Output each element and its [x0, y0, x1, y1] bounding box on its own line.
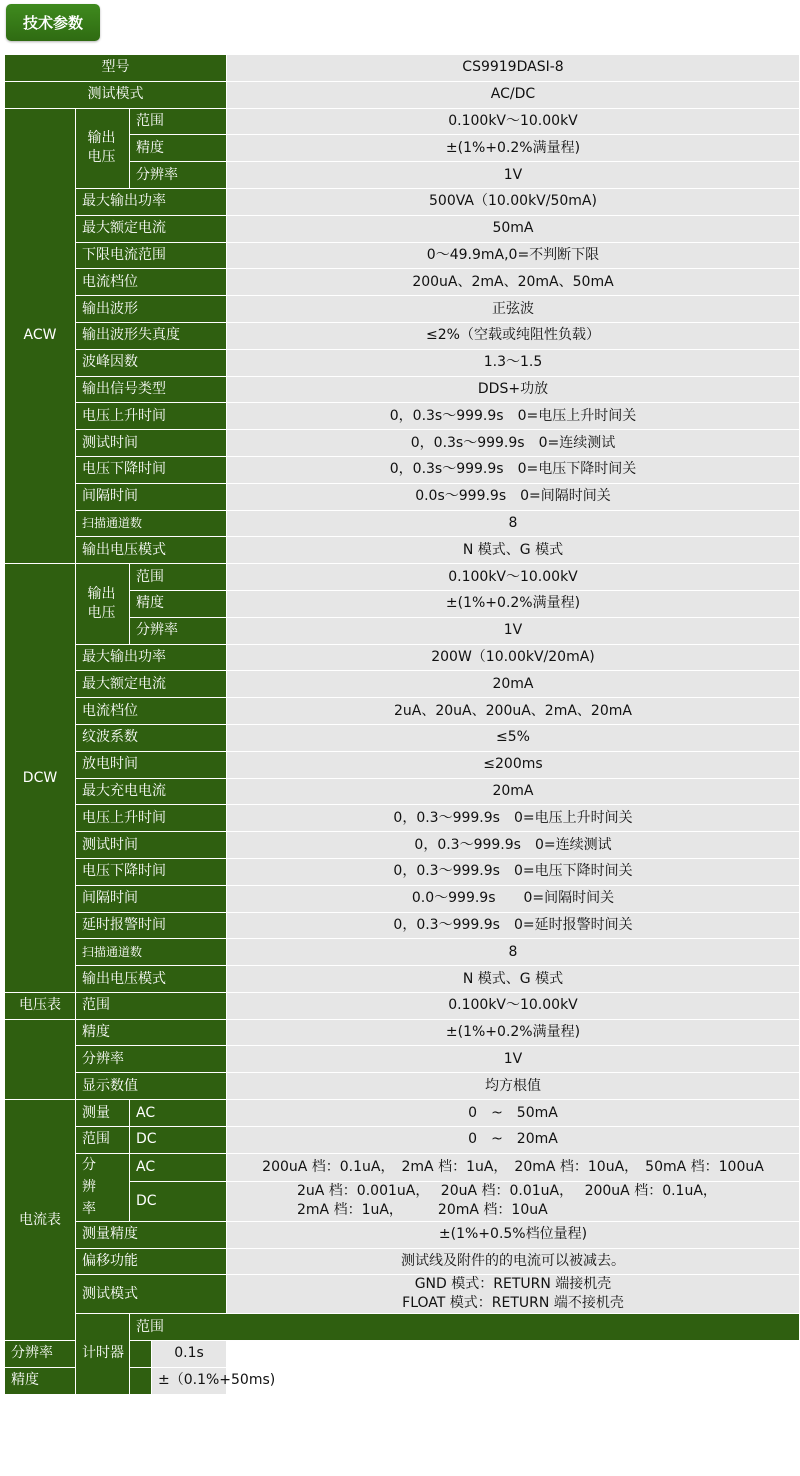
acw-row-value: 500VA（10.00kV/50mA) — [227, 188, 800, 215]
table-row — [5, 644, 800, 671]
acw-row-value: 50mA — [227, 215, 800, 242]
table-row — [5, 403, 800, 430]
table-row — [5, 322, 800, 349]
acw-accuracy-label: 精度 — [130, 135, 227, 162]
table-row — [5, 858, 800, 885]
voltmeter-row-value: ±(1%+0.2%满量程) — [227, 1019, 800, 1046]
table-row — [5, 885, 800, 912]
table-row — [5, 456, 800, 483]
table-row — [5, 912, 800, 939]
dcw-row-label: 放电时间 — [76, 751, 227, 778]
table-row — [5, 1073, 800, 1100]
dcw-row-value: 0，0.3～999.9s 0=电压下降时间关 — [227, 858, 800, 885]
table-row — [5, 81, 800, 108]
acw-resolution-value: 1V — [227, 162, 800, 189]
dcw-resolution-label: 分辨率 — [130, 617, 227, 644]
acw-row-label: 间隔时间 — [76, 483, 227, 510]
acw-row-value: 0，0.3s～999.9s 0=连续测试 — [227, 430, 800, 457]
acw-output-voltage-label: 输出电压 — [76, 108, 130, 188]
acw-row-value: 1.3～1.5 — [227, 349, 800, 376]
acw-row-value: 200uA、2mA、20mA、50mA — [227, 269, 800, 296]
voltmeter-section-label: 电压表 — [5, 992, 76, 1019]
dcw-section-label: DCW — [5, 564, 76, 993]
table-row — [5, 1248, 800, 1275]
voltmeter-row-label: 精度 — [76, 1019, 227, 1046]
table-row — [5, 1100, 800, 1127]
table-row — [5, 188, 800, 215]
table-row — [5, 1153, 800, 1181]
dcw-row-value: 0，0.3～999.9s 0=连续测试 — [227, 832, 800, 859]
timer-section-label: 计时器 — [76, 1314, 130, 1394]
timer-row-label: 精度 — [5, 1367, 152, 1394]
dcw-row-value: 2uA、20uA、200uA、2mA、20mA — [227, 698, 800, 725]
table-row — [5, 430, 800, 457]
acw-row-label: 波峰因数 — [76, 349, 227, 376]
dcw-row-value: 20mA — [227, 778, 800, 805]
dcw-row-value: 0，0.3～999.9s 0=延时报警时间关 — [227, 912, 800, 939]
acw-row-label: 最大输出功率 — [76, 188, 227, 215]
dcw-row-label: 电压上升时间 — [76, 805, 227, 832]
dcw-row-value: 200W（10.00kV/20mA) — [227, 644, 800, 671]
ammeter-accuracy-label: 测量精度 — [76, 1221, 227, 1248]
acw-accuracy-value: ±(1%+0.2%满量程) — [227, 135, 800, 162]
dcw-row-label: 间隔时间 — [76, 885, 227, 912]
timer-row-label: 分辨率 — [5, 1341, 152, 1368]
dcw-row-value: N 模式、G 模式 — [227, 966, 800, 993]
acw-row-label: 最大额定电流 — [76, 215, 227, 242]
timer-row-label: 范围 — [130, 1314, 800, 1341]
acw-resolution-label: 分辨率 — [130, 162, 227, 189]
dcw-row-label: 扫描通道数 — [76, 939, 227, 966]
acw-row-value: N 模式、G 模式 — [227, 537, 800, 564]
acw-row-label: 电压上升时间 — [76, 403, 227, 430]
table-row — [5, 698, 800, 725]
table-row — [5, 510, 800, 537]
table-row — [5, 724, 800, 751]
ammeter-resolution-label: 分 辨 率 — [76, 1153, 130, 1221]
dcw-accuracy-value: ±(1%+0.2%满量程) — [227, 590, 800, 617]
table-row — [5, 242, 800, 269]
table-row — [5, 805, 800, 832]
ammeter-section-label: 电流表 — [5, 1100, 76, 1341]
timer-row-value: ±（0.1%+50ms) — [152, 1367, 227, 1394]
ammeter-res-ac-label: AC — [130, 1153, 227, 1181]
acw-row-value: 0，0.3s～999.9s 0=电压上升时间关 — [227, 403, 800, 430]
table-row — [5, 1221, 800, 1248]
dcw-row-label: 输出电压模式 — [76, 966, 227, 993]
acw-row-label: 输出电压模式 — [76, 537, 227, 564]
dcw-range-value: 0.100kV～10.00kV — [227, 564, 800, 591]
ammeter-range-dc-value: 0 ~ 20mA — [227, 1126, 800, 1153]
table-row — [5, 55, 800, 82]
table-row — [5, 483, 800, 510]
ammeter-offset-label: 偏移功能 — [76, 1248, 227, 1275]
acw-section-label: ACW — [5, 108, 76, 564]
ammeter-range-label: 范围 — [76, 1126, 130, 1153]
ammeter-res-dc-line2: 2mA 档：1uA， 20mA 档：10uA — [297, 1202, 548, 1219]
table-row — [5, 1126, 800, 1153]
acw-range-label: 范围 — [130, 108, 227, 135]
table-row — [5, 215, 800, 242]
ammeter-range-ac-label: AC — [130, 1100, 227, 1127]
table-row — [5, 671, 800, 698]
dcw-row-value: 8 — [227, 939, 800, 966]
acw-row-value: 0～49.9mA,0=不判断下限 — [227, 242, 800, 269]
table-row — [5, 751, 800, 778]
voltmeter-row-label: 显示数值 — [76, 1073, 227, 1100]
dcw-row-label: 最大充电电流 — [76, 778, 227, 805]
voltmeter-row-value: 1V — [227, 1046, 800, 1073]
dcw-row-value: 0，0.3～999.9s 0=电压上升时间关 — [227, 805, 800, 832]
acw-row-value: 8 — [227, 510, 800, 537]
table-row — [5, 966, 800, 993]
ammeter-test-mode-line2: FLOAT 模式：RETURN 端不接机壳 — [402, 1295, 624, 1312]
model-label: 型号 — [5, 55, 227, 82]
voltmeter-range-label: 范围 — [76, 992, 227, 1019]
ammeter-res-ac-value: 200uA 档：0.1uA， 2mA 档：1uA， 20mA 档：10uA， 50mA 档：100uA — [227, 1153, 800, 1181]
acw-row-label: 下限电流范围 — [76, 242, 227, 269]
table-row — [5, 1019, 800, 1046]
acw-row-label: 扫描通道数 — [76, 510, 227, 537]
dcw-row-label: 电流档位 — [76, 698, 227, 725]
ammeter-test-mode-label: 测试模式 — [76, 1275, 227, 1314]
dcw-range-label: 范围 — [130, 564, 227, 591]
dcw-output-voltage-label: 输出电压 — [76, 564, 130, 644]
dcw-resolution-value: 1V — [227, 617, 800, 644]
ammeter-test-mode-line1: GND 模式：RETURN 端接机壳 — [414, 1276, 612, 1293]
acw-range-value: 0.100kV～10.00kV — [227, 108, 800, 135]
table-row — [5, 269, 800, 296]
dcw-row-label: 测试时间 — [76, 832, 227, 859]
table-row — [5, 376, 800, 403]
model-value: CS9919DASI-8 — [227, 55, 800, 82]
voltmeter-row-value: 均方根值 — [227, 1073, 800, 1100]
timer-row-value: 0.1s — [152, 1341, 227, 1368]
ammeter-res-dc-label: DC — [130, 1181, 227, 1221]
dcw-row-label: 纹波系数 — [76, 724, 227, 751]
acw-row-value: 0，0.3s～999.9s 0=电压下降时间关 — [227, 456, 800, 483]
ammeter-measure-label: 测量 — [76, 1100, 130, 1127]
acw-row-value: 正弦波 — [227, 296, 800, 323]
section-title-tab: 技术参数 — [6, 4, 100, 41]
voltmeter-row-label: 分辨率 — [76, 1046, 227, 1073]
ammeter-res-dc-value — [227, 1181, 800, 1221]
dcw-row-value: ≤5% — [227, 724, 800, 751]
acw-row-label: 输出信号类型 — [76, 376, 227, 403]
table-row — [5, 939, 800, 966]
dcw-row-label: 延时报警时间 — [76, 912, 227, 939]
dcw-row-value: 0.0～999.9s 0=间隔时间关 — [227, 885, 800, 912]
table-row — [5, 1314, 800, 1341]
test-mode-value: AC/DC — [227, 81, 800, 108]
dcw-row-label: 电压下降时间 — [76, 858, 227, 885]
table-row — [5, 349, 800, 376]
ammeter-offset-value: 测试线及附件的的电流可以被减去。 — [227, 1248, 800, 1275]
ammeter-accuracy-value: ±(1%+0.5%档位量程) — [227, 1221, 800, 1248]
table-row — [5, 1275, 800, 1314]
voltmeter-range-value: 0.100kV～10.00kV — [227, 992, 800, 1019]
table-row — [5, 992, 800, 1019]
acw-row-value: 0.0s～999.9s 0=间隔时间关 — [227, 483, 800, 510]
acw-row-value: DDS+功放 — [227, 376, 800, 403]
dcw-accuracy-label: 精度 — [130, 590, 227, 617]
dcw-row-value: 20mA — [227, 671, 800, 698]
acw-row-label: 输出波形 — [76, 296, 227, 323]
ammeter-range-dc-label: DC — [130, 1126, 227, 1153]
table-row — [5, 778, 800, 805]
acw-row-label: 输出波形失真度 — [76, 322, 227, 349]
acw-row-label: 测试时间 — [76, 430, 227, 457]
table-row — [5, 537, 800, 564]
ammeter-res-dc-line1: 2uA 档：0.001uA， 20uA 档：0.01uA， 200uA 档：0.1uA， — [297, 1183, 717, 1200]
acw-row-label: 电流档位 — [76, 269, 227, 296]
table-row — [5, 296, 800, 323]
table-row — [5, 1046, 800, 1073]
table-row — [5, 1367, 800, 1394]
spec-table — [4, 54, 800, 1395]
acw-row-value: ≤2%（空载或纯阻性负载） — [227, 322, 800, 349]
table-row — [5, 564, 800, 591]
dcw-row-label: 最大额定电流 — [76, 671, 227, 698]
dcw-row-value: ≤200ms — [227, 751, 800, 778]
test-mode-label: 测试模式 — [5, 81, 227, 108]
ammeter-test-mode-value — [227, 1275, 800, 1314]
acw-row-label: 电压下降时间 — [76, 456, 227, 483]
ammeter-range-ac-value: 0 ~ 50mA — [227, 1100, 800, 1127]
table-row — [5, 108, 800, 135]
dcw-row-label: 最大输出功率 — [76, 644, 227, 671]
table-row — [5, 832, 800, 859]
voltmeter-section-cont — [5, 1019, 76, 1099]
